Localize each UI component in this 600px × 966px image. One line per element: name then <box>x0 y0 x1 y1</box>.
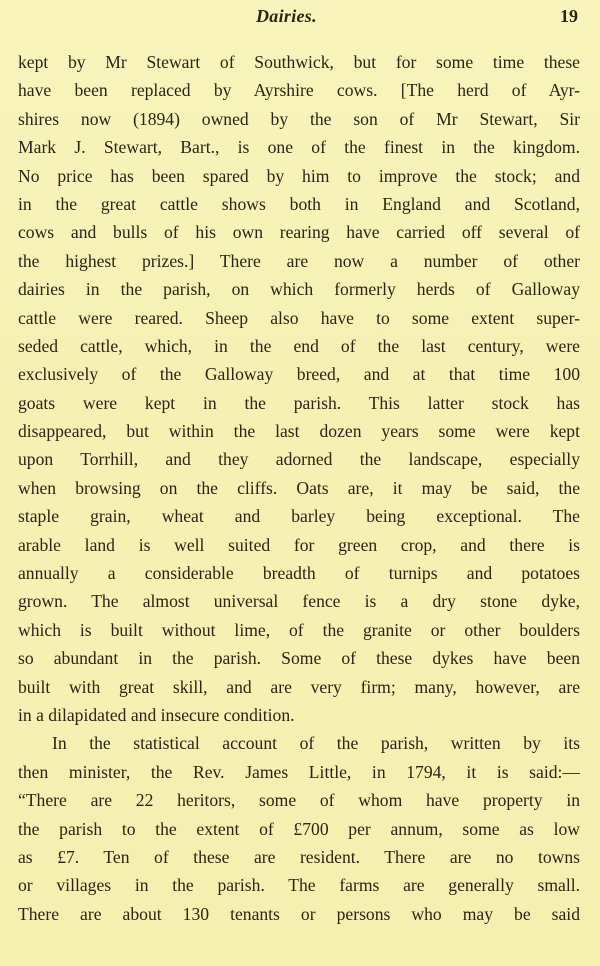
running-head <box>0 6 600 30</box>
running-title: Dairies. <box>256 6 317 26</box>
text-line: built with great skill, and are very firm; many, however, are <box>18 676 580 697</box>
body-text <box>18 48 580 928</box>
text-line: have been replaced by Ayrshire cows. [The herd of Ayr- <box>18 80 580 101</box>
text-line: seded cattle, which, in the end of the last century, were <box>18 335 580 356</box>
text-line: so abundant in the parish. Some of these dykes have been <box>18 648 580 669</box>
text-line: cows and bulls of his own rearing have carried off several of <box>18 222 580 243</box>
text-line: staple grain, wheat and barley being exceptional. The <box>18 506 580 527</box>
text-line: which is built without lime, of the granite or other boulders <box>18 619 580 640</box>
text-line: disappeared, but within the last dozen years some were kept <box>18 421 580 442</box>
text-line: Mark J. Stewart, Bart., is one of the finest in the kingdom. <box>18 137 580 158</box>
paragraph-end-line: in a dilapidated and insecure condition. <box>18 704 295 725</box>
text-line: shires now (1894) owned by the son of Mr Stewart, Sir <box>18 108 580 129</box>
text-line: No price has been spared by him to improve the stock; and <box>18 165 580 186</box>
text-line: “There are 22 heritors, some of whom have property in <box>18 790 580 811</box>
text-line: the parish to the extent of £700 per annum, some as low <box>18 818 580 839</box>
text-line: goats were kept in the parish. This latter stock has <box>18 392 580 413</box>
text-line: then minister, the Rev. James Little, in 1794, it is said:— <box>18 761 580 782</box>
text-line: annually a considerable breadth of turnips and potatoes <box>18 563 580 584</box>
text-line: dairies in the parish, on which formerly herds of Galloway <box>18 279 580 300</box>
text-line: in the great cattle shows both in England and Scotland, <box>18 193 580 214</box>
text-line: grown. The almost universal fence is a dry stone dyke, <box>18 591 580 612</box>
text-line: There are about 130 tenants or persons who may be said <box>18 903 580 924</box>
text-line: the highest prizes.] There are now a number of other <box>18 250 580 271</box>
page-number: 19 <box>560 6 578 26</box>
text-line: or villages in the parish. The farms are generally small. <box>18 875 580 896</box>
text-line: kept by Mr Stewart of Southwick, but for some time these <box>18 52 580 72</box>
paragraph-first-line: In the statistical account of the parish, written by its <box>52 733 580 754</box>
text-line: exclusively of the Galloway breed, and at that time 100 <box>18 364 580 385</box>
text-line: as £7. Ten of these are resident. There are no towns <box>18 846 580 867</box>
text-line: arable land is well suited for green crop, and there is <box>18 534 580 555</box>
text-line: when browsing on the cliffs. Oats are, it may be said, the <box>18 477 580 498</box>
text-line: cattle were reared. Sheep also have to some extent super- <box>18 307 580 328</box>
text-line: upon Torrhill, and they adorned the landscape, especially <box>18 449 580 470</box>
